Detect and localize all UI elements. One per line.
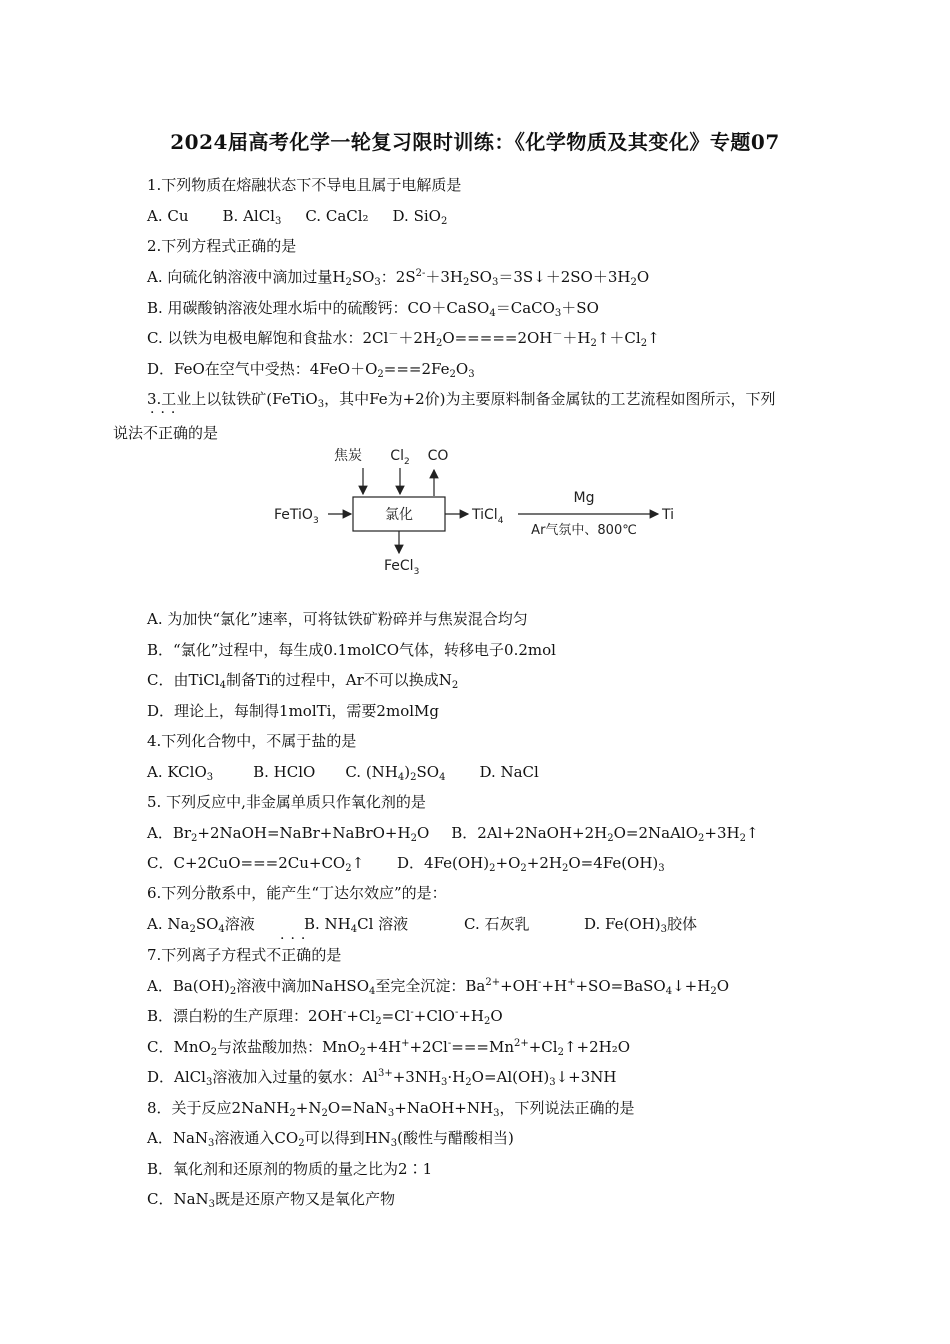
condition-label: Ar气氛中、800℃ [531,523,637,538]
chlorination-label: 氯化 [385,507,413,523]
question-1-options [147,206,447,226]
question-8-option-b: B．氧化剂和还原剂的物质的量之比为2∶1 [147,1160,433,1178]
option-d: D. NaCl [479,763,539,781]
option-b: B. HClO [253,763,316,781]
question-4-stem: 4.下列化合物中，不属于盐的是 [147,732,357,750]
question-3-stem-continued: 说法不正确的是 [113,424,219,442]
question-3-option-d: D．理论上，每制得1molTi，需要2molMg [147,702,439,720]
question-2-option-c: C. 以铁为电极电解饱和食盐水：$2Cl^-+2H_2O=====2OH^-+H_2↑+Cl_2↑$ [147,329,660,349]
option-a: A. $Na_2SO_4$溶液 [147,915,255,935]
input-chlorine-label: $Cl_2$ [390,448,410,467]
question-7-option-d: D．AlCl$_3$溶液加入过量的氨水：$Al^{3+}+3NH_3\cdot H_2O=Al(OH)_3↓+3NH$ [147,1068,617,1088]
question-2-option-b: B. 用碳酸钠溶液处理水垢中的硫酸钙：CO＋CaSO$_4$＝CaCO$_3$＋SO [147,299,599,319]
option-a: A. KClO$_3$ [147,763,214,783]
option-a: A. Cu [147,207,189,225]
question-1-stem: 1.下列物质在熔融状态下不导电且属于电解质是 [147,176,462,194]
input-coke-label: 焦炭 [334,448,362,464]
reagent-label: Mg [573,490,595,506]
question-3-stem: 3.工业上以钛铁矿(FeTiO$_3$，其中Fe为+2价)为主要原料制备金属钛的工艺流程如图所示，下列 [147,390,776,410]
question-7-option-a: A．$Ba(OH)_2$溶液中滴加NaHSO$_4$至完全沉淀：$Ba^{2+}+OH^-+H^++SO=BaSO_4↓+H_2O$ [147,977,730,997]
question-8-option-a: A．NaN$_3$溶液通入$CO_2$可以得到$HN_3$(酸性与醋酸相当) [147,1129,514,1149]
question-2-option-d: D．FeO在空气中受热：$4FeO+O_2===2Fe_2O_3$ [147,360,475,380]
output-co-label: CO [427,448,449,464]
option-c: C. $(NH_4)_2SO_4$ [345,763,446,783]
byproduct-label: FeCl$_3$ [384,558,420,577]
option-c: C. 石灰乳 [464,915,530,933]
option-b: B. $NH_4Cl$ 溶液 [304,915,409,935]
question-7-stem: 7.下列离子方程式不正确的是 [147,946,342,964]
question-3-option-c: C．由TiCl$_4$制备Ti的过程中，Ar不可以换成$N_2$ [147,671,459,691]
question-6-stem: 6.下列分散系中，能产生“丁达尔效应”的是： [147,884,447,902]
question-3-option-a: A. 为加快“氯化”速率，可将钛铁矿粉碎并与焦炭混合均匀 [147,610,528,628]
emphasis-dots-q7: ··· [280,931,312,947]
question-8-stem: 8．关于反应$2NaNH_2+N_2O=NaN_3+NaOH+NH_3$，下列说法正确的是 [147,1099,635,1119]
final-product-label: Ti [662,507,675,523]
question-2-stem: 2.下列方程式正确的是 [147,237,297,255]
question-7-option-c: C．MnO$_2$与浓盐酸加热：$MnO_2+4H^++2Cl^-===Mn^{2+}+Cl_2↑+2H_2O$ [147,1038,631,1058]
option-a: A．$Br_2+2NaOH=NaBr+NaBrO+H_2O$ [147,824,430,844]
question-6-options [147,914,697,934]
page-title: 2024届高考化学一轮复习限时训练：《化学物质及其变化》专题07 [170,130,780,154]
process-flow-diagram [268,440,688,580]
question-5-options-ab [147,823,759,843]
option-c: C. CaCl₂ [305,207,369,225]
option-d: D．$4Fe(OH)_2+O_2+2H_2O=4Fe(OH)_3$ [397,854,665,874]
product-label: TiCl$_4$ [472,507,504,526]
option-d: D. SiO$_2$ [392,207,448,227]
option-b: B. AlCl$_3$ [222,207,282,227]
option-c: C．$C+2CuO===2Cu+CO_2↑$ [147,854,365,874]
question-2-option-a: A. 向硫化钠溶液中滴加过量$H_2SO_3$：$2S^{2-}+3H_2SO_3=3S↓+2SO+3H_2O$ [147,268,650,288]
question-3-option-b: B．“氯化”过程中，每生成0.1molCO气体，转移电子0.2mol [147,641,556,659]
question-4-options [147,762,539,782]
question-7-option-b: B．漂白粉的生产原理：$2OH^-+Cl_2=Cl^-+ClO^-+H_2O$ [147,1007,503,1027]
question-8-option-c: C．NaN$_3$既是还原产物又是氧化产物 [147,1190,396,1210]
option-d: D. $Fe(OH)_3$胶体 [584,915,697,935]
emphasis-dots-q3: ··· [150,405,182,421]
option-b: B．$2Al+2NaOH+2H_2O=2NaAlO_2+3H_2↑$ [451,824,759,844]
feed-label: FeTiO$_3$ [274,507,319,526]
question-5-options-cd [147,853,665,873]
question-5-stem: 5. 下列反应中,非金属单质只作氧化剂的是 [147,793,426,811]
